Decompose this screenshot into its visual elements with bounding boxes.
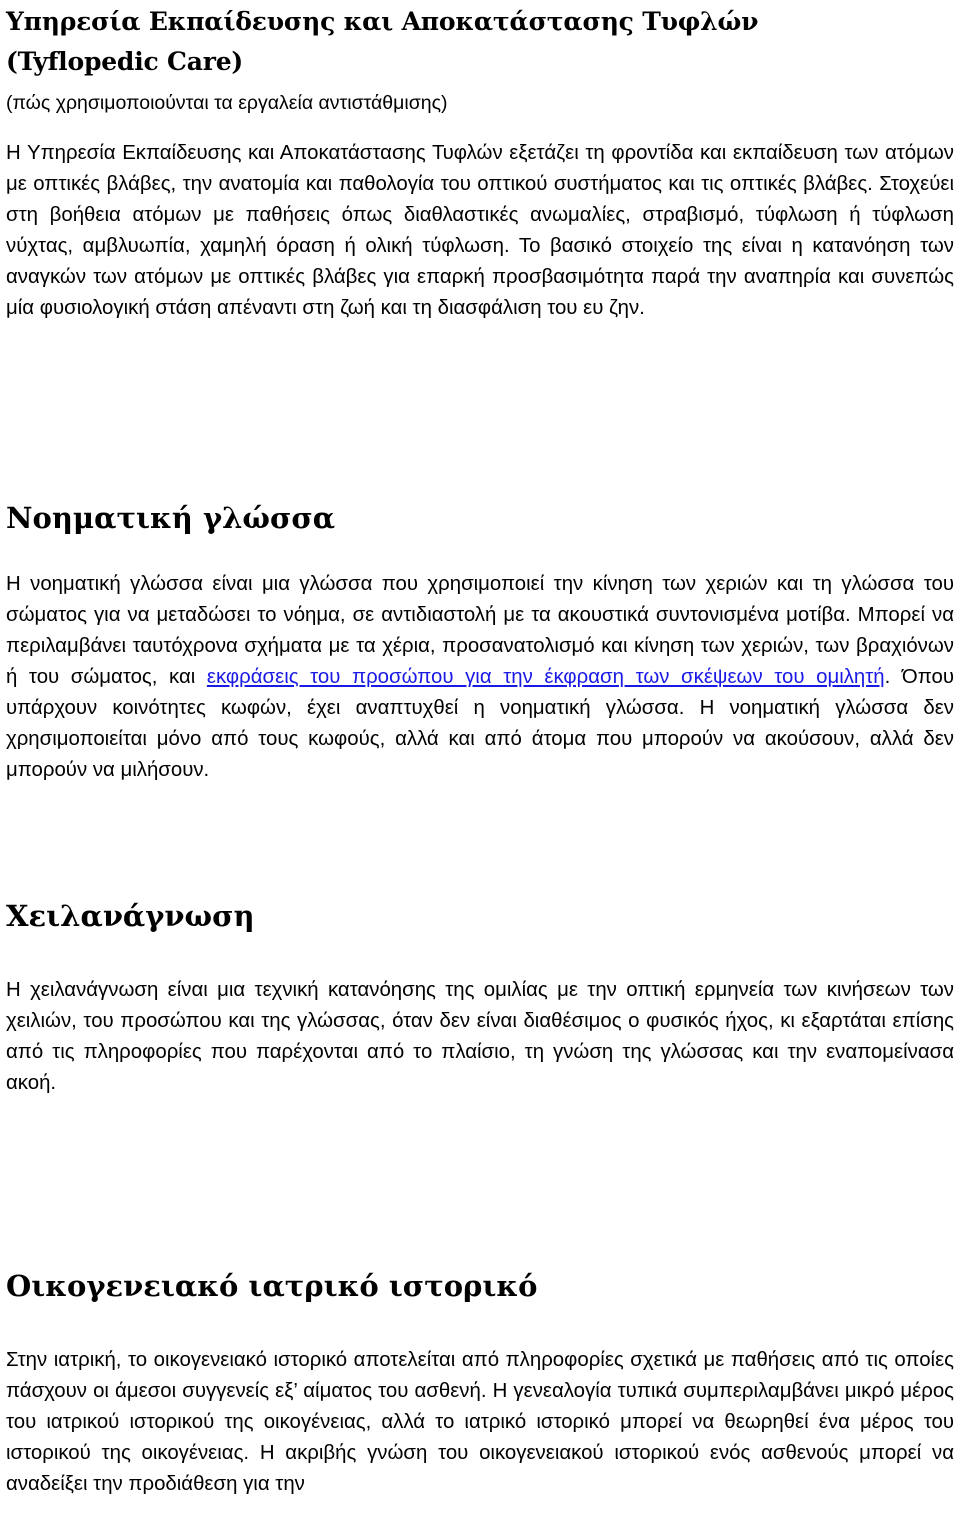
document-page <box>6 0 954 1495</box>
document-title <box>6 0 954 82</box>
family-history-paragraph: Στην ιατρική, το οικογενειακό ιστορικό αποτελείται από πληροφορίες σχετικά με παθήσεις από τις οποίες πάσχουν οι άμεσοι συγγενείς εξ’ αίματος του ασθενή. Η γενεαλογία τυπικά συμπεριλαμβάνει μικρό μέρος του ιατρικού ιστορικού της οικογένειας, αλλά το ιατρικό ιστορικό μπορεί να θεωρηθεί ένα μέρος του ιστορικού της οικογένειας. Η ακριβής γνώση του οικογενειακού ιστορικού ενός ασθενούς μπορεί να αναδείξει την προδιάθεση για την <box>6 1349 954 1495</box>
facial-expressions-link[interactable]: εκφράσεις του προσώπου για την έκφραση των σκέψεων του ομιλητή <box>206 666 885 688</box>
document-subtitle: (πώς χρησιμοποιούνται τα εργαλεία αντιστάθμισης) <box>6 92 448 114</box>
lip-reading-heading: Χειλανάγνωση <box>6 899 255 933</box>
sign-language-paragraph <box>6 569 954 786</box>
sign-language-heading: Νοηματική γλώσσα <box>6 501 336 535</box>
sign-language-text-before-link: Η νοηματική γλώσσα είναι μια γλώσσα που χρησιμοποιεί την κίνηση των χεριών και τη γλώσσα του σώματος για να μεταδώσει το νόημα, σε αντιδιαστολή με τα ακουστικά συντονισμένα μοτίβα. Μπορεί να περιλαμβάνει ταυτόχρονα σχήματα με τα χέρια, προσανατολισμό και κίνηση των χεριών, των βραχιόνων ή του σώματος, και <box>6 573 954 688</box>
document-title-line-1: Υπηρεσία Εκπαίδευσης και Αποκατάστασης Τυφλών <box>6 7 759 36</box>
lip-reading-paragraph: Η χειλανάγνωση είναι μια τεχνική κατανόησης της ομιλίας με την οπτική ερμηνεία των κινήσεων των χειλιών, του προσώπου και της γλώσσας, όταν δεν είναι διαθέσιμος ο φυσικός ήχος, κι εξαρτάται επίσης από τις πληροφορίες που παρέχονται από το πλαίσιο, τη γνώση της γλώσσας και την εναπομείνασα ακοή. <box>6 979 954 1094</box>
family-history-heading: Οικογενειακό ιατρικό ιστορικό <box>6 1269 538 1303</box>
intro-paragraph: Η Υπηρεσία Εκπαίδευσης και Αποκατάστασης Τυφλών εξετάζει τη φροντίδα και εκπαίδευση των ατόμων με οπτικές βλάβες, την ανατομία και παθολογία του οπτικού συστήματος και τις οπτικές βλάβες. Στοχεύει στη βοήθεια ατόμων με παθήσεις όπως διαθλαστικές ανωμαλίες, στραβισμό, τύφλωση ή τύφλωση νύχτας, αμβλυωπία, χαμηλή όραση ή ολική τύφλωση. Το βασικό στοιχείο της είναι η κατανόηση των αναγκών των ατόμων με οπτικές βλάβες για επαρκή προσβασιμότητα παρά την αναπηρία και συνεπώς μία φυσιολογική στάση απέναντι στη ζωή και τη διασφάλιση του ευ ζην. <box>6 142 954 319</box>
document-title-line-2: (Tyflopedic Care) <box>6 47 244 76</box>
sign-language-text-after-link: . Όπου υπάρχουν κοινότητες κωφών, έχει αναπτυχθεί η νοηματική γλώσσα. Η νοηματική γλώσσα δεν χρησιμοποιείται μόνο από τους κωφούς, αλλά και από άτομα που μπορούν να ακούσουν, αλλά δεν μπορούν να μιλήσουν. <box>6 666 954 781</box>
